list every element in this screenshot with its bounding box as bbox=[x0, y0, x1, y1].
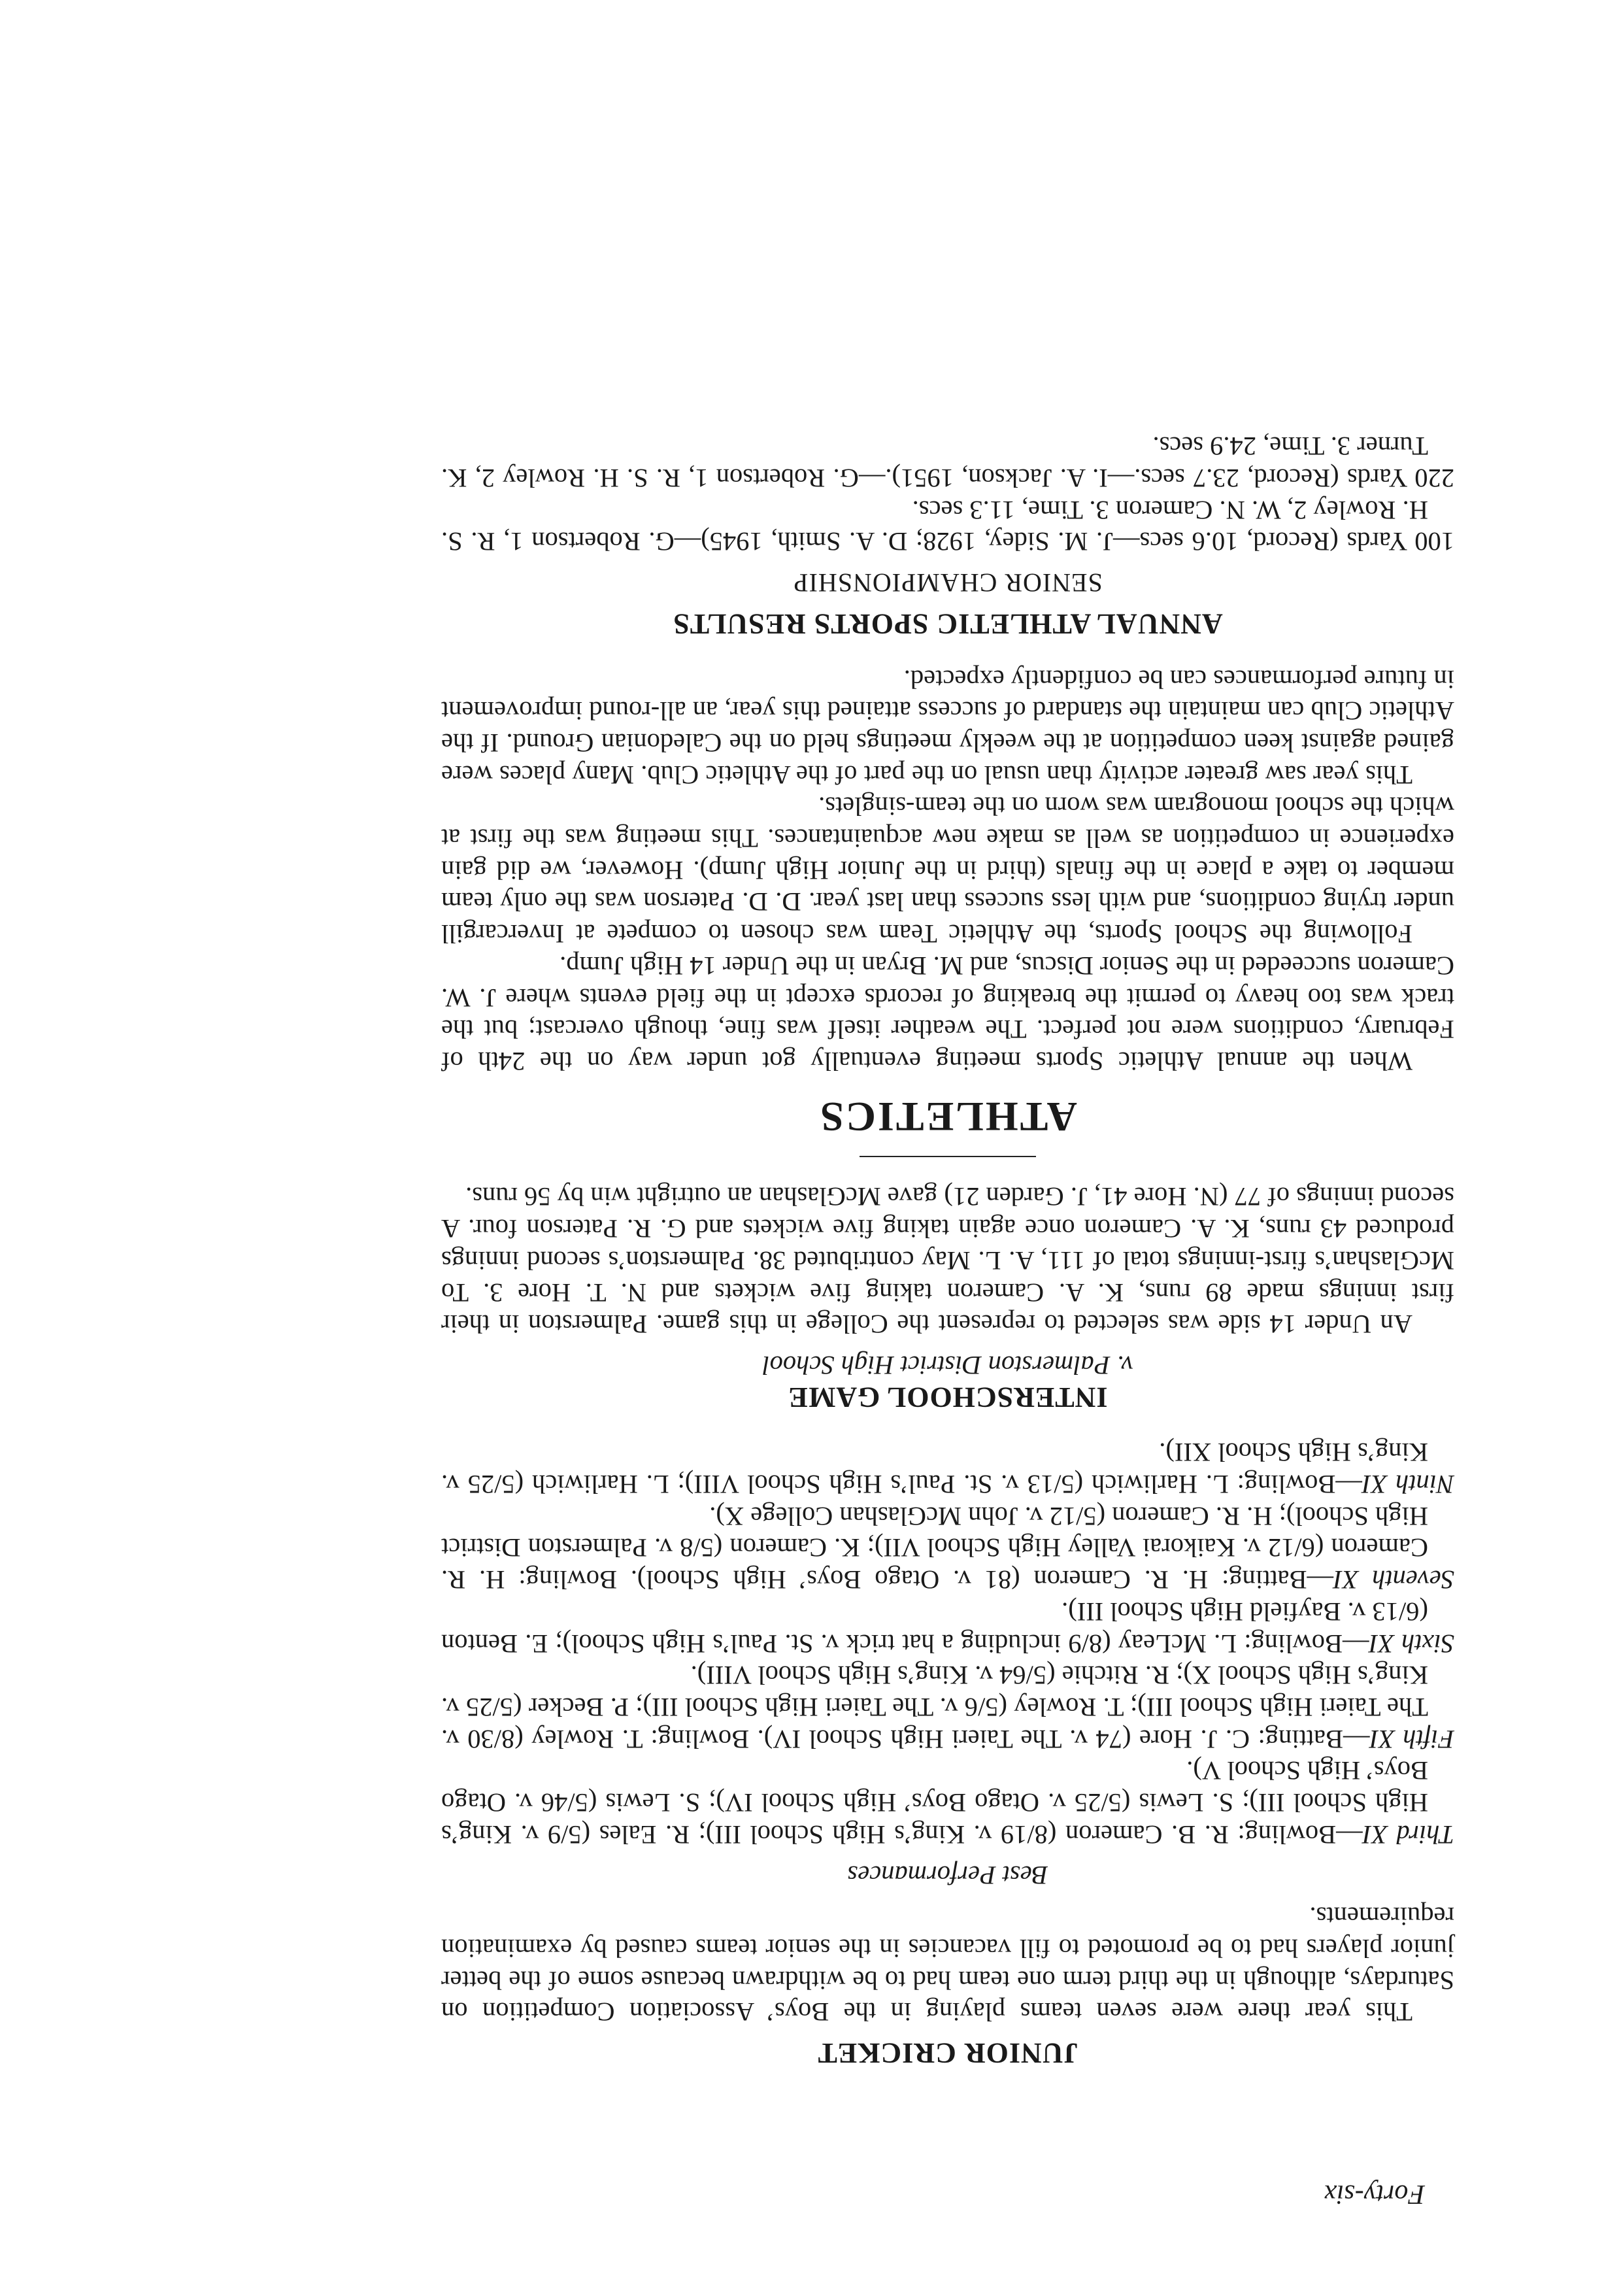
athletics-paragraph-2: Following the School Sports, the Athletic Team was chosen to compete at Invercargill under trying conditions, and with less success than last year. D. D. Paterson was the only team member to take a place in the finals (third in the Junior High Jump). However, we did gain experience in competition as well as make new acquaintances. This meeting was the first at which the school monogram was worn on the team-singlets. bbox=[441, 792, 1454, 949]
results-heading: ANNUAL ATHLETIC SPORTS RESULTS bbox=[673, 607, 1223, 640]
best-performances-heading: Best Performances bbox=[847, 1861, 1048, 1891]
interschool-heading: INTERSCHOOL GAME bbox=[788, 1381, 1108, 1413]
result-220-yards: 220 Yards (Record, 23.7 secs.—I. A. Jackson, 1951).—G. Robertson 1, R. S. H. Rowley 2, K. Turner 3. Time, 24.9 secs. bbox=[441, 431, 1454, 494]
senior-championship-heading: SENIOR CHAMPIONSHIP bbox=[793, 568, 1103, 598]
performance-third-xi: Third XI—Bowling: R. B. Cameron (8/19 v. King’s High School III); R. Eales (5/9 v. King’s High School III); S. Lewis (5/25 v. Otago Boys’ High School IV); S. Lewis (5/46 v. Otago Boys’ High School V). bbox=[441, 1756, 1454, 1849]
section-divider bbox=[860, 1156, 1036, 1157]
athletics-paragraph-3: This year saw greater activity than usual on the part of the Athletic Club. Many places were gained against keen competition at the weekly meetings held on the Caledonian Ground. If the Athletic Club can maintain the standard of success attained this year, an all-round improvement in future performances can be confidently expected. bbox=[441, 664, 1454, 790]
page-folio: Forty-six bbox=[1324, 2179, 1425, 2209]
performance-ninth-xi: Ninth XI—Bowling: L. Harliwich (5/13 v. St. Paul’s High School VIII); L. Harliwich (5/25 v. King’s High School XII). bbox=[441, 1438, 1454, 1500]
athletics-paragraph-1: When the annual Athletic Sports meeting eventually got under way on the 24th of February, conditions were not perfect. The weather itself was fine, though overcast; but the track was too heavy to permit the breaking of records except in the field events where J. W. Cameron succeeded in the Senior Discus, and M. Bryan in the Under 14 High Jump. bbox=[441, 951, 1454, 1077]
performance-sixth-xi: Sixth XI—Bowling: L. McLeay (8/9 including a hat trick v. St. Paul’s High School); E. Benton (6/13 v. Bayfield High School III). bbox=[441, 1596, 1454, 1659]
junior-cricket-heading: JUNIOR CRICKET bbox=[817, 2037, 1078, 2069]
text-column bbox=[441, 430, 1454, 2068]
interschool-subheading: v. Palmerston District High School bbox=[762, 1350, 1133, 1380]
performance-seventh-xi: Seventh XI—Batting: H. R. Cameron (81 v. Otago Boys’ High School). Bowling: H. R. Cameron (6/12 v. Kaikorai Valley High School VII); K. Cameron (5/8 v. Palmerston District High School); H. R. Cameron (5/12 v. John McGlashan College X). bbox=[441, 1501, 1454, 1595]
athletics-heading: ATHLETICS bbox=[818, 1093, 1077, 1140]
junior-cricket-intro: This year there were seven teams playing in the Boys’ Association Competition on Saturdays, although in the third term one team had to be withdrawn because some of the better junior players had to be promoted to fill vacancies in the senior teams caused by examination requirements. bbox=[441, 1902, 1454, 2027]
interschool-text: An Under 14 side was selected to represent the College in this game. Palmerston in their first innings made 89 runs, K. A. Cameron taking five wickets and N. T. Hore 3. To McGlashan’s first-innings total of 111, A. L. May contributed 38. Palmerston’s second innings produced 43 runs, K. A. Cameron once again taking five wickets and G. R. Paterson four. A second innings of 77 (N. Hore 41, J. Garden 21) gave McGlashan an outright win by 56 runs. bbox=[441, 1182, 1454, 1340]
performance-fifth-xi: Fifth XI—Batting: C. J. Hore (74 v. The Taieri High School IV). Bowling: T. Rowley (8/30 v. The Taieri High School III); T. Rowley (5/6 v. The Taieri High School III); P. Becker (5/25 v. King’s High School X); R. Ritchie (5/64 v. King’s High School VIII). bbox=[441, 1661, 1454, 1754]
result-100-yards: 100 Yards (Record, 10.6 secs—J. M. Sidey, 1928; D. A. Smith, 1945)—G. Robertson 1, R. S. H. Rowley 2, W. N. Cameron 3. Time, 11.3 secs. bbox=[441, 495, 1454, 557]
